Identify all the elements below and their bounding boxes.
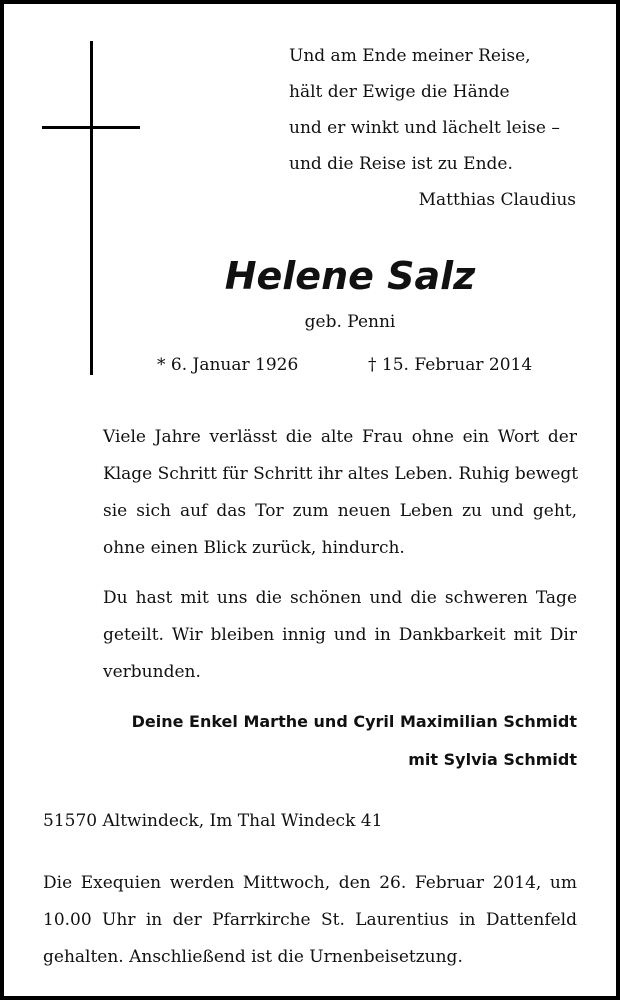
cross-icon-horizontal-bar	[42, 126, 140, 129]
deceased-name: Helene Salz	[224, 254, 476, 298]
death-date: † 15. Februar 2014	[368, 355, 533, 375]
paragraph-1	[103, 419, 577, 567]
text-line: sie sich auf das Tor zum neuen Leben zu und geht,	[103, 501, 577, 521]
poem-line: hält der Ewige die Hände	[289, 82, 510, 102]
poem-line: Und am Ende meiner Reise,	[289, 46, 531, 66]
poem-author: Matthias Claudius	[418, 190, 576, 210]
signer-line: Deine Enkel Marthe und Cyril Maximilian Schmidt	[131, 712, 577, 731]
text-line: geteilt. Wir bleiben innig und in Dankbarkeit mit Dir	[103, 625, 577, 645]
text-line: gehalten. Anschließend ist die Urnenbeisetzung.	[43, 947, 463, 967]
poem-line: und er winkt und lächelt leise –	[289, 118, 560, 138]
cross-icon-vertical-bar	[90, 41, 93, 375]
poem	[289, 38, 589, 218]
maiden-name: geb. Penni	[304, 312, 396, 332]
text-line: 10.00 Uhr in der Pfarrkirche St. Laurentius in Dattenfeld	[43, 910, 577, 930]
text-line: Viele Jahre verlässt die alte Frau ohne ein Wort der	[103, 427, 577, 447]
text-line: Du hast mit uns die schönen und die schweren Tage	[103, 588, 577, 608]
funeral-notice	[43, 865, 577, 976]
paragraph-2	[103, 580, 577, 691]
text-line: Klage Schritt für Schritt ihr altes Leben. Ruhig bewegt	[103, 464, 579, 484]
address: 51570 Altwindeck, Im Thal Windeck 41	[43, 811, 383, 831]
signers	[90, 703, 577, 779]
birth-date: * 6. Januar 1926	[157, 355, 299, 375]
text-line: verbunden.	[103, 662, 201, 682]
text-line: Die Exequien werden Mittwoch, den 26. Februar 2014, um	[43, 873, 577, 893]
text-line: ohne einen Blick zurück, hindurch.	[103, 538, 405, 558]
signer-line: mit Sylvia Schmidt	[408, 750, 577, 769]
poem-line: und die Reise ist zu Ende.	[289, 154, 513, 174]
